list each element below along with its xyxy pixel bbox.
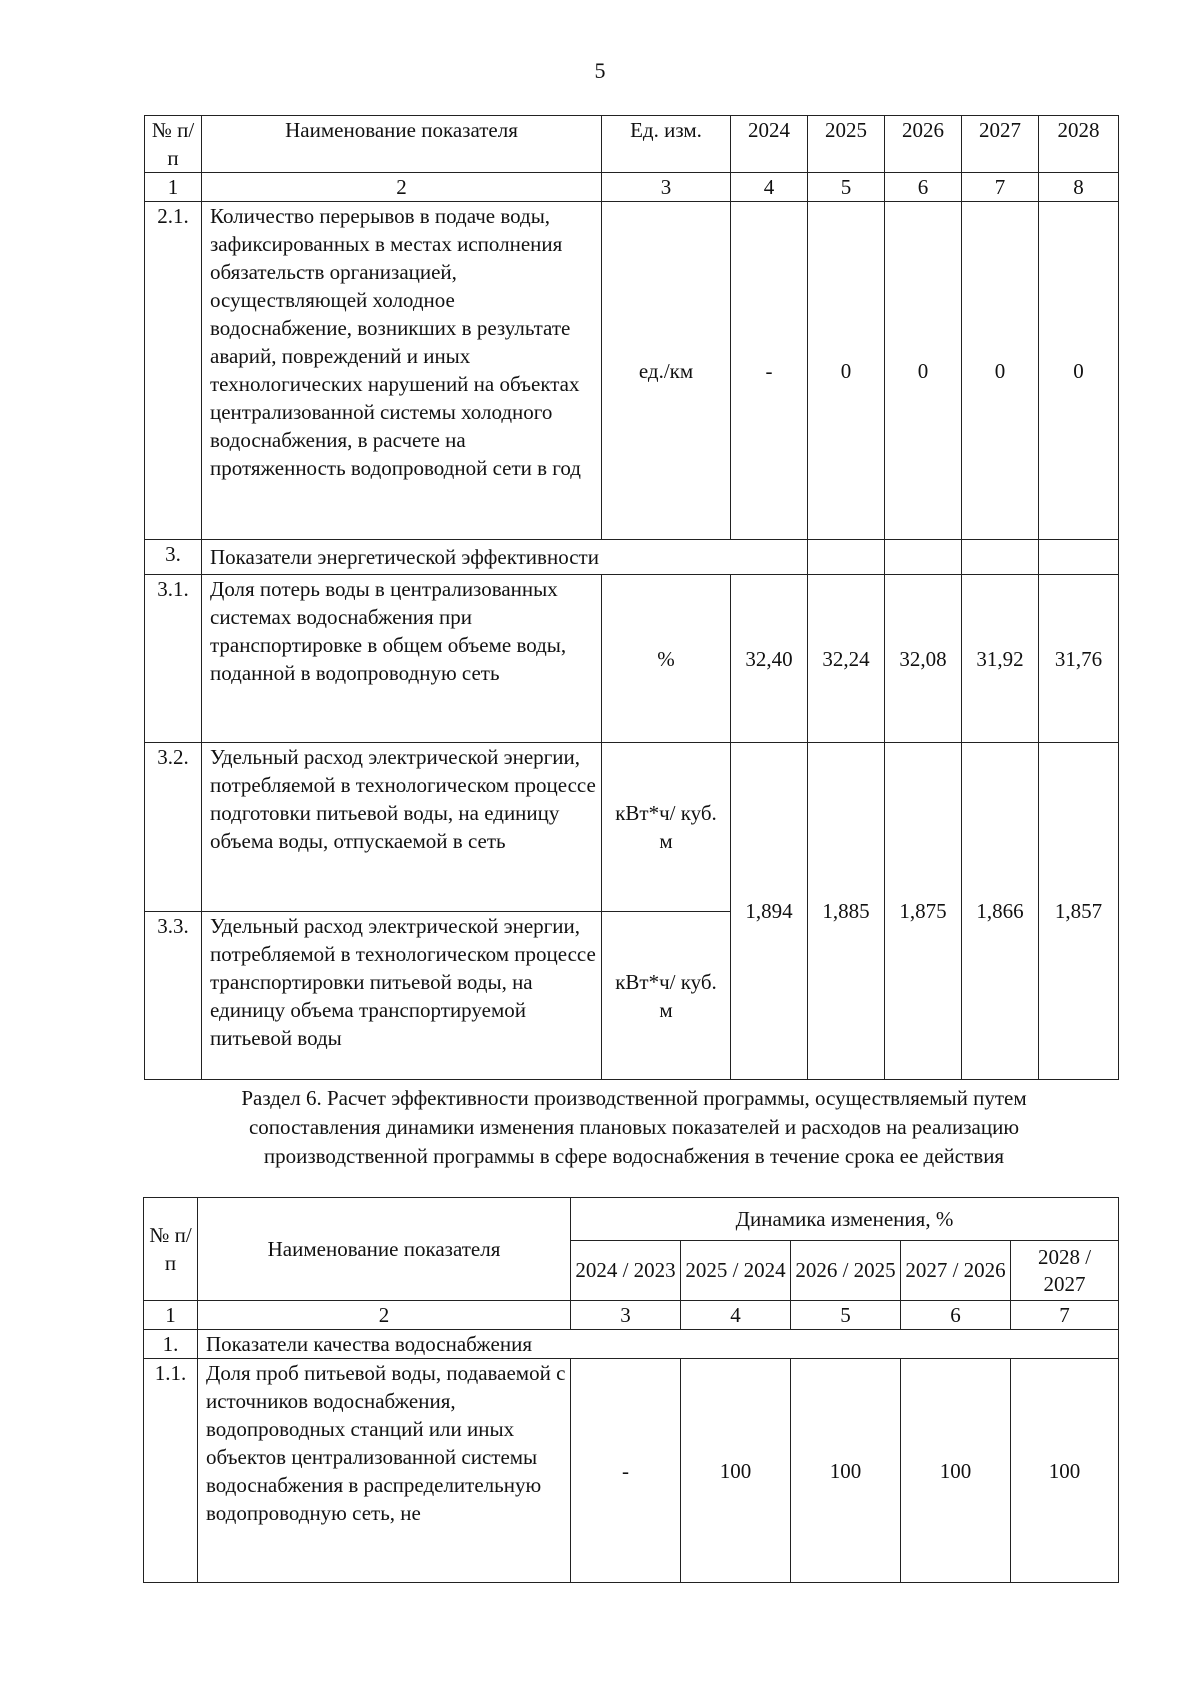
index-cell: 1 [144, 1301, 198, 1330]
header-unit: Ед. изм. [602, 116, 731, 173]
row-value: 0 [962, 202, 1039, 540]
efficiency-dynamics-table [143, 1197, 1119, 1583]
row-num: 3.1. [145, 575, 202, 743]
merged-value: 1,866 [962, 743, 1039, 1080]
table-section-row [145, 540, 1119, 575]
row-unit: кВт*ч/ куб. м [602, 743, 731, 912]
index-cell: 8 [1039, 173, 1119, 202]
header-period: 2028 / 2027 [1011, 1241, 1119, 1301]
row-unit: % [602, 575, 731, 743]
merged-value: 1,894 [731, 743, 808, 1080]
section-heading: Показатели энергетической эффективности [202, 540, 808, 575]
table1-header-row [145, 116, 1119, 173]
section-heading: Показатели качества водоснабжения [198, 1330, 1119, 1359]
row-unit: кВт*ч/ куб. м [602, 912, 731, 1080]
row-name: Удельный расход электрической энергии, потребляемой в технологическом процессе транспортировки питьевой воды, на единицу объема транспортируемой питьевой воды [202, 912, 602, 1080]
table-row [145, 743, 1119, 912]
row-value: 32,24 [808, 575, 885, 743]
header-period: 2027 / 2026 [901, 1241, 1011, 1301]
row-value: 100 [791, 1359, 901, 1583]
header-name: Наименование показателя [202, 116, 602, 173]
index-cell: 2 [198, 1301, 571, 1330]
table-section-row [144, 1330, 1119, 1359]
header-year: 2026 [885, 116, 962, 173]
empty-cell [1039, 540, 1119, 575]
index-cell: 5 [808, 173, 885, 202]
table1-index-row [145, 173, 1119, 202]
index-cell: 2 [202, 173, 602, 202]
row-value: 0 [808, 202, 885, 540]
row-name: Доля проб питьевой воды, подаваемой с источников водоснабжения, водопроводных станций или иных объектов централизованной системы водоснабжения в распределительную водопроводную сеть, не [198, 1359, 571, 1583]
table2-header-row [144, 1198, 1119, 1241]
index-cell: 7 [962, 173, 1039, 202]
row-num: 3. [145, 540, 202, 575]
row-value: 31,76 [1039, 575, 1119, 743]
header-period: 2025 / 2024 [681, 1241, 791, 1301]
row-value: 100 [901, 1359, 1011, 1583]
merged-value: 1,885 [808, 743, 885, 1080]
index-cell: 5 [791, 1301, 901, 1330]
section-6-title [150, 1084, 1118, 1171]
row-value: 31,92 [962, 575, 1039, 743]
table-row [145, 202, 1119, 540]
indicators-table [144, 115, 1119, 1080]
index-cell: 3 [571, 1301, 681, 1330]
header-year: 2027 [962, 116, 1039, 173]
row-num: 1. [144, 1330, 198, 1359]
row-unit: ед./км [602, 202, 731, 540]
index-cell: 6 [885, 173, 962, 202]
header-year: 2028 [1039, 116, 1119, 173]
section-title-line: сопоставления динамики изменения плановых показателей и расходов на реализацию [248, 1115, 1020, 1139]
row-value: - [571, 1359, 681, 1583]
table2-index-row [144, 1301, 1119, 1330]
merged-value: 1,857 [1039, 743, 1119, 1080]
empty-cell [808, 540, 885, 575]
empty-cell [962, 540, 1039, 575]
header-dynamics: Динамика изменения, % [571, 1198, 1119, 1241]
header-year: 2024 [731, 116, 808, 173]
index-cell: 4 [681, 1301, 791, 1330]
row-value: 100 [1011, 1359, 1119, 1583]
row-value: 0 [1039, 202, 1119, 540]
row-num: 3.3. [145, 912, 202, 1080]
row-value: 32,40 [731, 575, 808, 743]
row-value: - [731, 202, 808, 540]
header-name: Наименование показателя [198, 1198, 571, 1301]
row-name: Удельный расход электрической энергии, потребляемой в технологическом процессе подготовки питьевой воды, на единицу объема воды, отпускаемой в сеть [202, 743, 602, 912]
empty-cell [885, 540, 962, 575]
header-period: 2026 / 2025 [791, 1241, 901, 1301]
header-num: № п/п [145, 116, 202, 173]
table-row [144, 1359, 1119, 1583]
header-year: 2025 [808, 116, 885, 173]
row-num: 3.2. [145, 743, 202, 912]
row-name: Доля потерь воды в централизованных системах водоснабжения при транспортировке в общем объеме воды, поданной в водопроводную сеть [202, 575, 602, 743]
row-num: 2.1. [145, 202, 202, 540]
page-number: 5 [594, 58, 606, 83]
row-value: 0 [885, 202, 962, 540]
section-title-line: производственной программы в сфере водоснабжения в течение срока ее действия [263, 1144, 1005, 1168]
row-name: Количество перерывов в подаче воды, зафиксированных в местах исполнения обязательств организацией, осуществляющей холодное водоснабжение, возникших в результате аварий, повреждений и иных технологических нарушений на объектах централизованной системы холодного водоснабжения, в расчете на протяженность водопроводной сети в год [202, 202, 602, 540]
row-num: 1.1. [144, 1359, 198, 1583]
header-num: № п/п [144, 1198, 198, 1301]
section-title-line: Раздел 6. Расчет эффективности производственной программы, осуществляемый путем [241, 1086, 1027, 1110]
index-cell: 7 [1011, 1301, 1119, 1330]
header-period: 2024 / 2023 [571, 1241, 681, 1301]
index-cell: 6 [901, 1301, 1011, 1330]
index-cell: 4 [731, 173, 808, 202]
index-cell: 1 [145, 173, 202, 202]
table-row [145, 575, 1119, 743]
row-value: 32,08 [885, 575, 962, 743]
merged-value: 1,875 [885, 743, 962, 1080]
index-cell: 3 [602, 173, 731, 202]
row-value: 100 [681, 1359, 791, 1583]
